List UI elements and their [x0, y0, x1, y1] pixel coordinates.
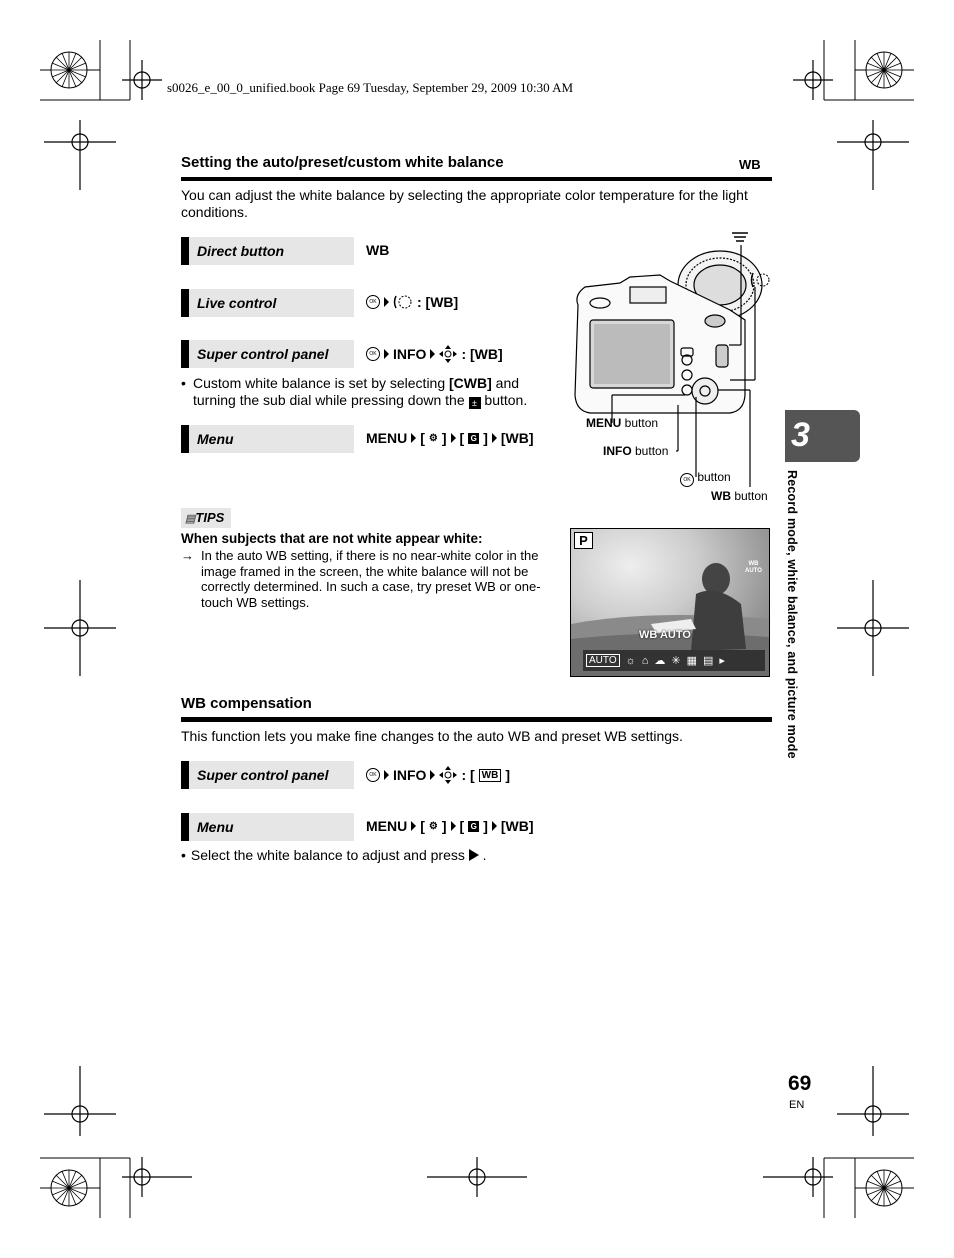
arrow-right-icon — [451, 821, 456, 831]
section-intro: You can adjust the white balance by selecting the appropriate color temperature for the light conditions. — [181, 187, 748, 220]
page-number: 69 — [788, 1072, 812, 1095]
section-title-white-balance: Setting the auto/preset/custom white balance — [181, 154, 504, 171]
submenu-g-icon: G — [468, 433, 479, 444]
arrow-right-icon — [492, 821, 497, 831]
section-title-wb-compensation: WB compensation — [181, 695, 312, 712]
section-rule-2 — [181, 717, 772, 722]
arrow-right-icon — [384, 770, 389, 780]
wb-auto-option: AUTO — [586, 654, 620, 667]
wb-button-caption: WB button — [711, 489, 768, 503]
arrow-right-icon — [492, 433, 497, 443]
custom-menu-gear-icon: ⚙ — [428, 820, 438, 832]
cloudy-icon: ☁ — [654, 655, 666, 667]
fluorescent-2-icon: ▤ — [702, 655, 714, 667]
book-header-line: s0026_e_00_0_unified.book Page 69 Tuesday, September 29, 2009 10:30 AM — [167, 80, 574, 95]
wb-auto-badge: WB AUTO — [745, 561, 762, 574]
method-value-direct-button: WB — [366, 242, 390, 258]
method-value-menu: MENU [ ⚙ ] [ G ] [WB] — [366, 430, 534, 446]
section-rule — [181, 177, 772, 181]
select-wb-bullet: • Select the white balance to adjust and press . — [181, 847, 487, 863]
arrow-pad-icon — [439, 345, 457, 363]
dial-icon — [393, 294, 413, 310]
shade-icon: ⌂ — [641, 654, 649, 667]
wb-auto-caption: WB AUTO — [639, 629, 691, 641]
method-value-live-control: OK : [WB] — [366, 294, 458, 310]
lcd-screen-photo — [570, 528, 770, 677]
camera-back-illustration — [560, 225, 775, 500]
top-dial-symbol-icon — [732, 233, 748, 241]
arrow-right-icon — [430, 349, 435, 359]
arrow-right-icon — [430, 770, 435, 780]
tips-heading: When subjects that are not white appear white: — [181, 531, 483, 546]
fluorescent-1-icon: ▦ — [686, 655, 697, 667]
arrow-right-icon — [384, 349, 389, 359]
ok-icon: OK — [366, 295, 380, 309]
arrow-right-icon — [384, 297, 389, 307]
method-label-direct-button: Direct button — [181, 237, 354, 265]
custom-wb-bullet: • Custom white balance is set by selecting [CWB] and turning the sub dial while pressing down the ± button. — [181, 375, 528, 408]
info-button-caption: INFO button — [603, 444, 669, 458]
menu-button-caption: MENU button — [586, 416, 659, 430]
shooting-mode-indicator: P — [574, 532, 593, 549]
more-right-icon: ▸ — [719, 655, 725, 667]
exposure-comp-icon: ± — [469, 397, 481, 409]
method-value-super-control-panel: OK INFO : [WB] — [366, 345, 503, 363]
section-intro-2: This function lets you make fine changes to the auto WB and preset WB settings. — [181, 728, 683, 744]
note-icon: ▤ — [185, 513, 196, 525]
method-label-menu-2: Menu — [181, 813, 354, 841]
method-value-menu-2: MENU [ ⚙ ] [ G ] [WB] — [366, 818, 534, 834]
tips-text: In the auto WB setting, if there is no near-white color in the image framed in the screen, the white balance will not be correctly determined. In such a case, try preset WB or one-touch WB settings. — [201, 548, 541, 610]
submenu-g-icon: G — [468, 821, 479, 832]
chapter-tab: 3 — [785, 410, 860, 462]
arrow-pad-icon — [439, 766, 457, 784]
method-value-super-control-panel-2: OK INFO : [ WB ] — [366, 766, 510, 784]
chapter-side-title: Record mode, white balance, and picture mode — [785, 470, 799, 759]
method-label-live-control: Live control — [181, 289, 354, 317]
right-arrow-button-icon — [469, 849, 479, 861]
method-label-menu: Menu — [181, 425, 354, 453]
tungsten-icon: ✳ — [671, 655, 681, 667]
tips-badge: ▤TIPS — [181, 508, 231, 528]
ok-button-caption: OK button — [680, 470, 731, 487]
section-tag-wb: WB — [739, 157, 761, 172]
arrow-right-icon — [451, 433, 456, 443]
sunny-icon: ☼ — [625, 654, 636, 667]
tips-arrow: → — [181, 548, 194, 563]
ok-icon: OK — [680, 473, 694, 487]
ok-icon: OK — [366, 347, 380, 361]
wb-preset-strip — [583, 650, 765, 671]
method-label-super-control-panel: Super control panel — [181, 340, 354, 368]
language-code: EN — [789, 1099, 805, 1111]
ok-icon: OK — [366, 768, 380, 782]
arrow-right-icon — [411, 433, 416, 443]
custom-menu-gear-icon: ⚙ — [428, 432, 438, 444]
method-label-super-control-panel-2: Super control panel — [181, 761, 354, 789]
wb-compensation-icon: WB — [479, 769, 502, 782]
arrow-right-icon — [411, 821, 416, 831]
